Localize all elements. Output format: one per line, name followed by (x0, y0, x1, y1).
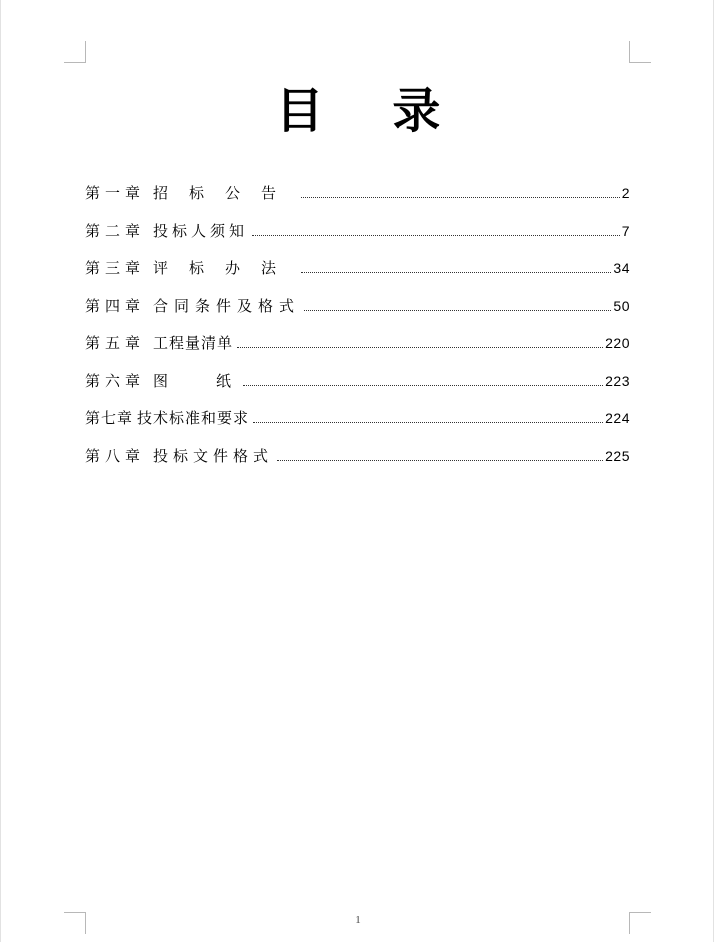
toc-chapter-number: 第一章 (85, 184, 146, 202)
toc-dot-leader (301, 272, 611, 273)
toc-chapter-number: 第三章 (85, 259, 146, 277)
toc-page-number: 34 (613, 260, 630, 276)
toc-entry[interactable] (85, 405, 630, 443)
toc-entry[interactable] (85, 330, 630, 368)
toc-chapter-number: 第七章 (85, 409, 134, 427)
toc-chapter-title: 图纸 (153, 371, 280, 390)
toc-chapter-number: 第二章 (85, 221, 146, 240)
toc-page-number: 220 (605, 335, 630, 351)
crop-mark-top-left (64, 41, 86, 63)
toc-chapter-title: 评标办法 (153, 259, 298, 277)
toc-dot-leader (237, 347, 603, 348)
toc-entry[interactable] (85, 443, 630, 481)
toc-dot-leader (253, 422, 603, 423)
toc-dot-leader (252, 235, 620, 236)
toc-entry[interactable] (85, 180, 630, 218)
crop-mark-top-right (629, 41, 651, 63)
toc-dot-leader (277, 460, 603, 461)
page-number-footer: 1 (355, 914, 361, 926)
toc-dot-leader (304, 310, 611, 311)
toc-chapter-title: 投标人须知 (153, 221, 249, 240)
toc-chapter-number: 第五章 (85, 334, 146, 352)
toc-page-number: 50 (613, 297, 630, 314)
page-title: 目 录 (275, 83, 467, 139)
toc-chapter-number: 第六章 (85, 371, 146, 390)
toc-page-number: 224 (605, 410, 630, 426)
toc-page-number: 223 (605, 372, 630, 389)
toc-chapter-number: 第四章 (85, 296, 146, 315)
toc-page-number: 225 (605, 447, 630, 464)
toc-entry[interactable] (85, 293, 630, 331)
toc-entry[interactable] (85, 255, 630, 293)
toc-chapter-title: 招标公告 (153, 184, 298, 202)
toc-page-number: 2 (621, 185, 630, 201)
toc-entry[interactable] (85, 218, 630, 256)
toc-page-number: 7 (621, 222, 630, 239)
toc-dot-leader (301, 197, 620, 198)
toc-dot-leader (243, 385, 603, 386)
toc-chapter-title: 投标文件格式 (153, 446, 274, 465)
toc-chapter-title: 工程量清单 (153, 334, 234, 352)
toc-entry[interactable] (85, 368, 630, 406)
toc-chapter-number: 第八章 (85, 446, 146, 465)
toc-chapter-title: 技术标准和要求 (137, 409, 250, 427)
toc-chapter-title: 合同条件及格式 (153, 296, 301, 315)
table-of-contents (85, 180, 630, 480)
